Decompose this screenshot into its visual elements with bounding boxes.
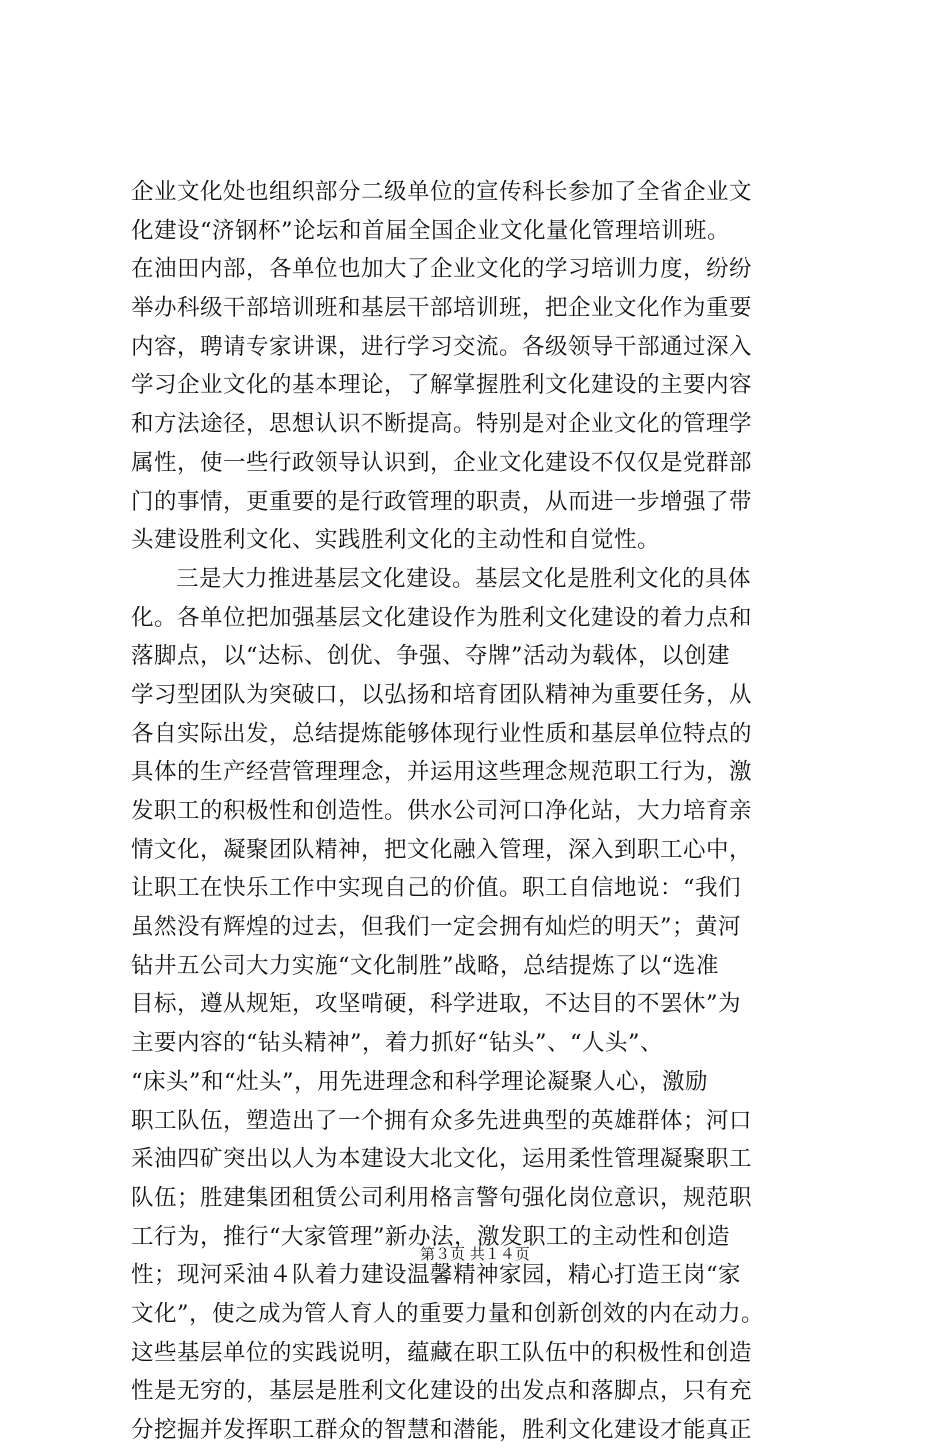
text-line: 具体的生产经营管理理念，并运用这些理念规范职工行为，激 xyxy=(131,759,753,786)
text-line: 职工队伍，塑造出了一个拥有众多先进典型的英雄群体；河口 xyxy=(131,1107,753,1134)
text-line: 钻井五公司大力实施“文化制胜”战略，总结提炼了以“选准 xyxy=(131,952,720,979)
text-line: 目标，遵从规矩，攻坚啃硬，科学进取，不达目的不罢休”为 xyxy=(131,991,742,1018)
text-line: 内容，聘请专家讲课，进行学习交流。各级领导干部通过深入 xyxy=(131,333,753,360)
text-line: 工行为，推行“大家管理”新办法，激发职工的主动性和创造 xyxy=(131,1223,731,1250)
text-line: 门的事情，更重要的是行政管理的职责，从而进一步增强了带 xyxy=(131,488,753,515)
text-line: 情文化，凝聚团队精神，把文化融入管理，深入到职工心中， xyxy=(131,836,753,863)
text-line: 虽然没有辉煌的过去，但我们一定会拥有灿烂的明天”；黄河 xyxy=(131,914,742,941)
text-line: 学习企业文化的基本理论，了解掌握胜利文化建设的主要内容 xyxy=(131,372,753,399)
text-line: 文化”，使之成为管人育人的重要力量和创新创效的内在动力。 xyxy=(131,1300,765,1327)
text-line: 采油四矿突出以人为本建设大北文化，运用柔性管理凝聚职工 xyxy=(131,1146,753,1173)
text-line: 企业文化处也组织部分二级单位的宣传科长参加了全省企业文 xyxy=(131,179,753,205)
text-line: 落脚点，以“达标、创优、争强、夺牌”活动为载体，以创建 xyxy=(131,643,731,670)
text-line: “床头”和“灶头”，用先进理念和科学理论凝聚人心，激励 xyxy=(131,1068,709,1095)
text-line: 分挖掘并发挥职工群众的智慧和潜能，胜利文化建设才能真正 xyxy=(131,1417,753,1443)
text-line: 和方法途径，思想认识不断提高。特别是对企业文化的管理学 xyxy=(131,411,753,438)
text-line: 举办科级干部培训班和基层干部培训班，把企业文化作为重要 xyxy=(131,295,753,322)
text-line: 主要内容的“钻头精神”，着力抓好“钻头”、“人头”、 xyxy=(131,1030,664,1057)
page-number-footer: 第３页 共１４页 xyxy=(420,1245,530,1263)
text-line: 学习型团队为突破口，以弘扬和培育团队精神为重要任务，从 xyxy=(131,681,753,708)
text-line: 在油田内部，各单位也加大了企业文化的学习培训力度，纷纷 xyxy=(131,256,753,283)
text-line: 让职工在快乐工作中实现自己的价值。职工自信地说：“我们 xyxy=(131,875,742,902)
text-line: 性是无穷的，基层是胜利文化建设的出发点和落脚点，只有充 xyxy=(131,1378,753,1405)
text-line: 性；现河采油４队着力建设温馨精神家园，精心打造王岗“家 xyxy=(131,1262,742,1289)
text-line: 发职工的积极性和创造性。供水公司河口净化站，大力培育亲 xyxy=(131,798,753,824)
text-line: 各自实际出发，总结提炼能够体现行业性质和基层单位特点的 xyxy=(131,720,753,747)
text-line: 头建设胜利文化、实践胜利文化的主动性和自觉性。 xyxy=(131,527,661,554)
paragraph-start-line: 三是大力推进基层文化建设。基层文化是胜利文化的具体 xyxy=(176,565,752,592)
text-line: 化建设“济钢杯”论坛和首届全国企业文化量化管理培训班。 xyxy=(131,217,731,244)
text-line: 化。各单位把加强基层文化建设作为胜利文化建设的着力点和 xyxy=(131,604,753,631)
text-line: 这些基层单位的实践说明，蕴藏在职工队伍中的积极性和创造 xyxy=(131,1339,753,1366)
text-line: 属性，使一些行政领导认识到，企业文化建设不仅仅是党群部 xyxy=(131,449,753,476)
text-line: 队伍；胜建集团租赁公司利用格言警句强化岗位意识，规范职 xyxy=(131,1184,753,1211)
